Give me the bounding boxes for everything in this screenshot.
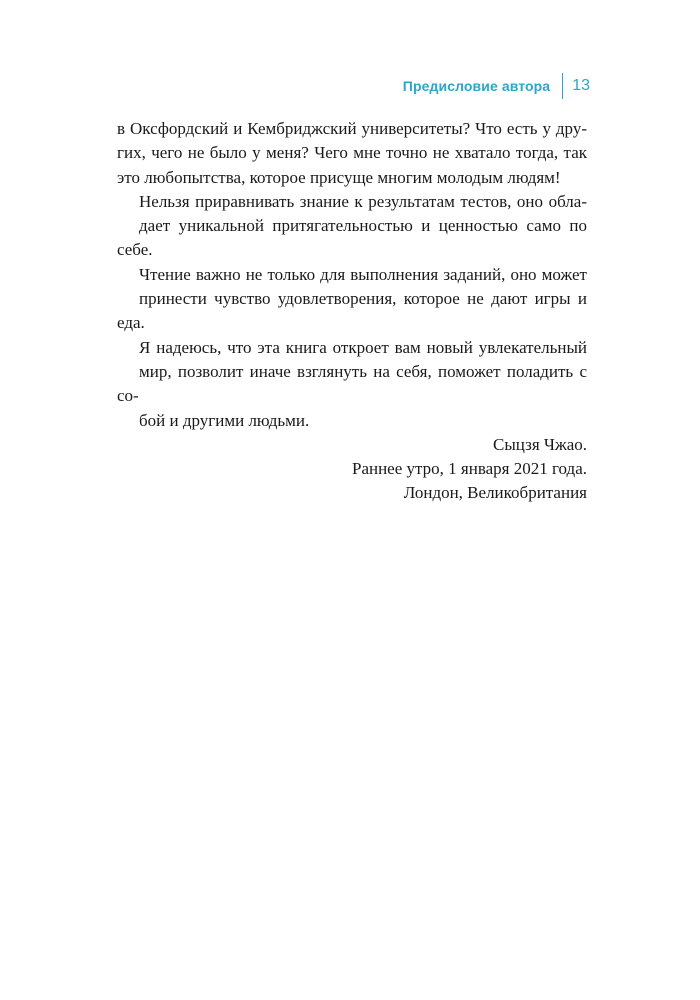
body-text	[117, 117, 587, 506]
page-number: 13	[572, 77, 590, 94]
signature-date: Раннее утро, 1 января 2021 года.	[351, 459, 587, 479]
text-line: Нельзя приравнивать знание к результатам тестов, оно обла-	[139, 191, 587, 211]
paragraph-1	[117, 117, 587, 190]
text-line: гих, чего не было у меня? Чего мне точно не хватало тогда, так	[117, 143, 587, 163]
paragraph-3	[117, 336, 587, 433]
signature-place: Лондон, Великобритания	[403, 483, 587, 503]
text-line: в Оксфордский и Кембриджский университеты? Что есть у дру-	[117, 119, 587, 138]
running-header	[403, 73, 590, 99]
header-section-title: Предисловие автора	[402, 78, 551, 94]
signature-block	[117, 433, 587, 506]
text-line: мир, позволит иначе взглянуть на себя, поможет поладить с со-	[117, 361, 587, 406]
text-line: дает уникальной притягательностью и ценностью само по себе.	[117, 216, 587, 260]
text-line: Я надеюсь, что эта книга откроет вам новый увлекательный	[139, 337, 587, 357]
text-line: Чтение важно не только для выполнения заданий, оно может	[139, 264, 587, 284]
text-line: это любопытства, которое присуще многим молодым людям!	[117, 167, 561, 187]
text-line: принести чувство удовлетворения, которое не дают игры и еда.	[117, 289, 587, 333]
text-line: бой и другими людьми.	[139, 410, 310, 430]
paragraph-2	[117, 190, 587, 336]
header-divider	[562, 73, 563, 99]
signature-author: Сыцзя Чжао.	[493, 434, 587, 454]
